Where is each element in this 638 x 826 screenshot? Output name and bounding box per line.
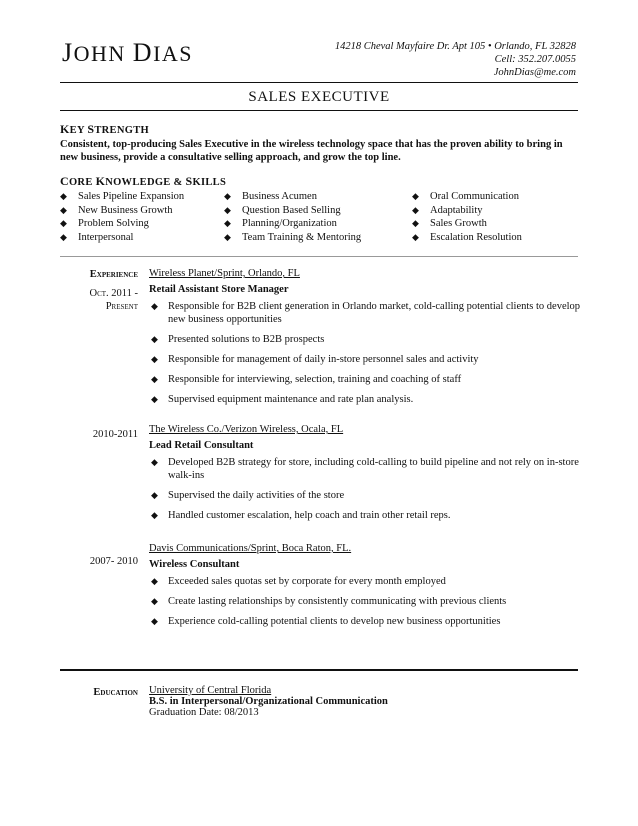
school-name: University of Central Florida: [149, 685, 272, 696]
diamond-bullet-icon: ◆: [151, 394, 158, 404]
skill-item: ◆ Escalation Resolution: [412, 231, 522, 243]
education-divider: [60, 669, 578, 671]
job-2-dates: 2010-2011: [92, 429, 138, 440]
diamond-bullet-icon: ◆: [60, 218, 67, 228]
list-item: ◆ Handled customer escalation, help coach and train other retail reps.: [151, 510, 451, 521]
education-block: [149, 685, 581, 718]
list-item: ◆ Responsible for interviewing, selection, training and coaching of staff: [151, 374, 462, 385]
job-3-company: Davis Communications/Sprint, Boca Raton, FL.: [149, 543, 352, 554]
key-strength-text: Consistent, top-producing Sales Executive in the wireless technology space that has the proven ability to bring in new business, provide a consultative selling approach, and grow the top line.: [60, 139, 563, 163]
list-item: ◆ Supervised the daily activities of the store: [151, 490, 345, 501]
skill-item: ◆ Problem Solving: [60, 218, 149, 229]
diamond-bullet-icon: ◆: [151, 490, 158, 500]
candidate-name: JOHN DIAS: [62, 38, 194, 67]
header-divider: [60, 82, 578, 83]
list-item: ◆ Exceeded sales quotas set by corporate for every month employed: [151, 576, 446, 587]
diamond-bullet-icon: ◆: [151, 457, 158, 467]
diamond-bullet-icon: ◆: [151, 354, 158, 364]
diamond-bullet-icon: ◆: [151, 510, 158, 520]
diamond-bullet-icon: ◆: [151, 301, 158, 311]
job-3: [149, 543, 581, 628]
skill-item: ◆ New Business Growth: [60, 204, 173, 216]
diamond-bullet-icon: ◆: [224, 204, 231, 215]
diamond-bullet-icon: ◆: [224, 231, 231, 242]
job-1-company: Wireless Planet/Sprint, Orlando, FL: [149, 268, 300, 279]
job-1-dates: Oct. 2011 - Present: [89, 288, 138, 312]
list-item: ◆ Responsible for management of daily in-store personnel sales and activity: [151, 354, 479, 365]
degree: B.S. in Interpersonal/Organizational Communication: [149, 696, 388, 707]
list-item: ◆ Supervised equipment maintenance and rate plan analysis.: [151, 394, 414, 405]
contact-block: [335, 40, 576, 79]
key-strength-heading: KEY STRENGTH: [60, 122, 149, 136]
education-heading: Education: [93, 687, 138, 698]
diamond-bullet-icon: ◆: [60, 231, 67, 242]
diamond-bullet-icon: ◆: [151, 576, 158, 586]
diamond-bullet-icon: ◆: [60, 204, 67, 215]
experience-heading: Experience: [89, 269, 138, 280]
skill-item: ◆ Business Acumen: [224, 191, 317, 202]
diamond-bullet-icon: ◆: [412, 191, 419, 201]
list-item: ◆ Create lasting relationships by consistently communicating with previous clients: [151, 596, 507, 607]
skill-item: ◆ Oral Communication: [412, 191, 519, 202]
skill-item: ◆ Team Training & Mentoring: [224, 231, 362, 243]
job-1-bullets: [149, 300, 581, 406]
list-item: ◆ Developed B2B strategy for store, including cold-calling to build pipeline and not rely on in-store walk-ins: [151, 457, 579, 481]
diamond-bullet-icon: ◆: [60, 191, 67, 201]
job-3-bullets: [149, 575, 581, 628]
skill-item: ◆ Sales Pipeline Expansion: [60, 191, 185, 202]
job-3-role: Wireless Consultant: [149, 559, 240, 570]
skills-column-2: [224, 190, 361, 244]
job-title: SALES EXECUTIVE: [248, 89, 390, 105]
skill-item: ◆ Planning/Organization: [224, 218, 337, 229]
core-skills-heading: CORE KNOWLEDGE & SKILLS: [60, 174, 227, 188]
diamond-bullet-icon: ◆: [151, 596, 158, 606]
diamond-bullet-icon: ◆: [151, 374, 158, 384]
graduation-date: Graduation Date: 08/2013: [149, 707, 259, 718]
diamond-bullet-icon: ◆: [412, 218, 419, 228]
email: JohnDias@me.com: [493, 67, 576, 78]
skill-item: ◆ Adaptability: [412, 204, 483, 216]
address: 14218 Cheval Mayfaire Dr. Apt 105 • Orlando, FL 32828: [334, 41, 576, 52]
job-2-company: The Wireless Co./Verizon Wireless, Ocala, FL: [149, 424, 344, 435]
list-item: ◆ Responsible for B2B client generation in Orlando market, cold-calling potential clients to develop new business opportunities: [151, 301, 581, 325]
diamond-bullet-icon: ◆: [224, 191, 231, 201]
skills-column-3: [412, 190, 522, 244]
skill-item: ◆ Question Based Selling: [224, 204, 341, 216]
job-3-dates: 2007- 2010: [89, 556, 138, 567]
skill-item: ◆ Sales Growth: [412, 218, 487, 229]
diamond-bullet-icon: ◆: [151, 616, 158, 626]
diamond-bullet-icon: ◆: [412, 231, 419, 242]
title-divider: [60, 110, 578, 111]
job-2: [149, 424, 581, 522]
list-item: ◆ Presented solutions to B2B prospects: [151, 334, 325, 345]
job-1-role: Retail Assistant Store Manager: [149, 284, 289, 295]
diamond-bullet-icon: ◆: [412, 204, 419, 215]
job-2-role: Lead Retail Consultant: [149, 440, 254, 451]
skill-item: ◆ Interpersonal: [60, 231, 134, 243]
job-1: [149, 268, 581, 406]
list-item: ◆ Experience cold-calling potential clients to develop new business opportunities: [151, 616, 501, 627]
cell-phone: Cell: 352.207.0055: [494, 54, 576, 65]
diamond-bullet-icon: ◆: [151, 334, 158, 344]
skills-divider: [60, 256, 578, 257]
diamond-bullet-icon: ◆: [224, 218, 231, 228]
skills-column-1: [60, 190, 184, 244]
job-2-bullets: [149, 456, 581, 522]
